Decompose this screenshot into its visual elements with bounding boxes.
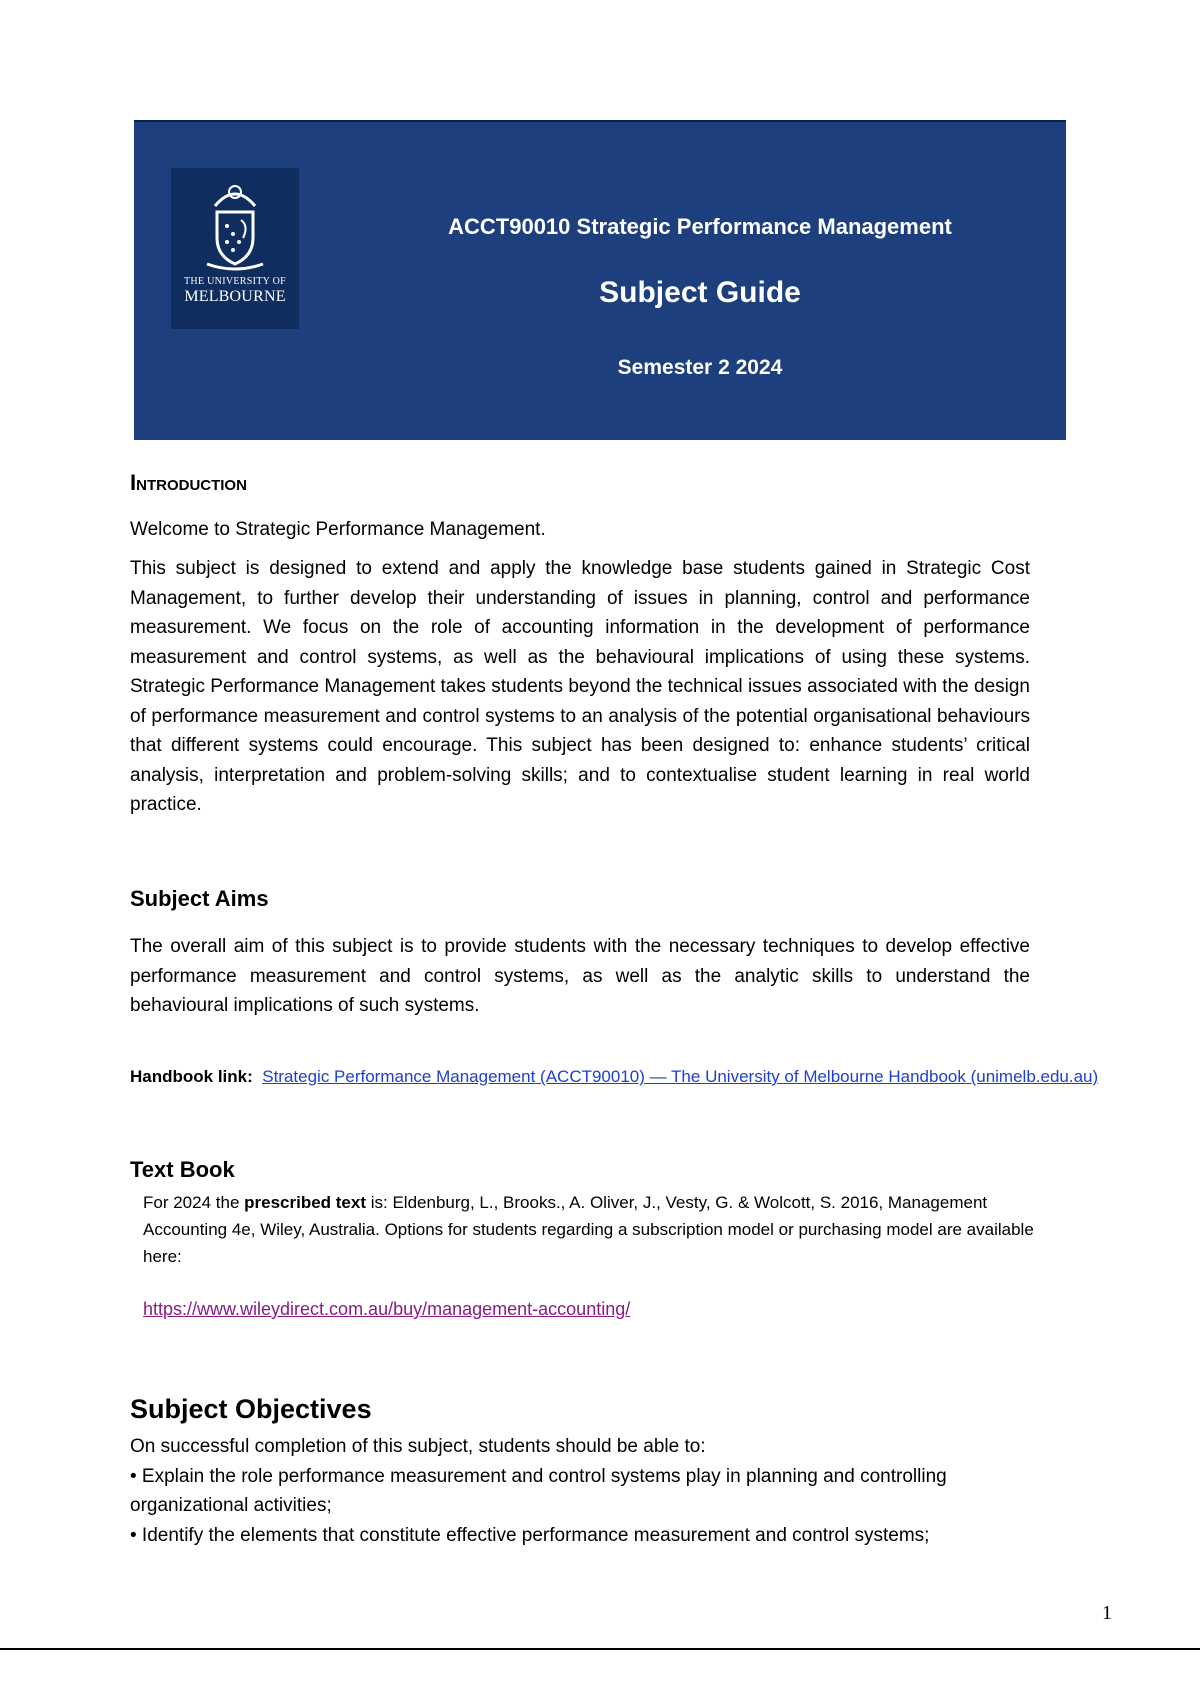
title-banner: [134, 120, 1066, 440]
textbook-text-post: is: Eldenburg, L., Brooks., A. Oliver, J., Vesty, G. & Wolcott, S. 2016, Management Accounting 4e, Wiley, Australia. Options for students regarding a subscription model or purchasing model are available here:: [143, 1193, 1034, 1266]
textbook-text-bold: prescribed text: [244, 1193, 367, 1212]
objective-item: • Explain the role performance measurement and control systems play in planning and controlling organizational activities;: [130, 1465, 947, 1516]
page-number: 1: [1102, 1602, 1112, 1624]
subject-aims-paragraph: The overall aim of this subject is to provide students with the necessary techniques to develop effective performance measurement and control systems, as well as the analytic skills to understand the behavioural implications of such systems.: [130, 936, 1030, 1016]
logo-line-2: MELBOURNE: [184, 288, 286, 305]
logo-line-1: THE UNIVERSITY OF: [184, 276, 286, 287]
textbook-heading: Text Book: [130, 1157, 235, 1182]
handbook-link[interactable]: Strategic Performance Management (ACCT90010) — The University of Melbourne Handbook (unimelb.edu.au): [262, 1067, 1099, 1086]
introduction-paragraph: This subject is designed to extend and apply the knowledge base students gained in Strategic Cost Management, to further develop their understanding of issues in planning, control and performance measurement. We focus on the role of accounting information in the development of performance measurement and control systems, as well as the behavioural implications of using these systems. Strategic Performance Management takes students beyond the technical issues associated with the design of performance measurement and control systems to an analysis of the potential organisational behaviours that different systems could encourage. This subject has been designed to: enhance students’ critical analysis, interpretation and problem-solving skills; and to contextualise student learning in real world practice.: [130, 558, 1030, 815]
university-logo: [171, 168, 299, 329]
wiley-link-line: [143, 1299, 1043, 1320]
document-title: Subject Guide: [599, 276, 801, 309]
subject-objectives-heading: Subject Objectives: [130, 1394, 372, 1424]
objectives-intro: On successful completion of this subject, students should be able to:: [130, 1436, 706, 1457]
textbook-description: [143, 1189, 1043, 1270]
handbook-label: Handbook link:: [130, 1067, 253, 1086]
objectives-list: [130, 1432, 1030, 1550]
semester-label: Semester 2 2024: [617, 356, 783, 379]
footer-divider: [0, 1648, 1200, 1650]
subject-aims-heading: Subject Aims: [130, 886, 269, 911]
handbook-line: [130, 1063, 1130, 1090]
wiley-link[interactable]: https://www.wileydirect.com.au/buy/management-accounting/: [143, 1299, 631, 1319]
textbook-text-pre: For 2024 the: [143, 1193, 245, 1212]
introduction-heading: Introduction: [130, 470, 247, 495]
welcome-text: Welcome to Strategic Performance Management.: [130, 519, 546, 540]
objective-item: • Identify the elements that constitute effective performance measurement and control systems;: [130, 1524, 930, 1546]
crest-icon: [203, 176, 267, 276]
subject-code-title: ACCT90010 Strategic Performance Management: [448, 214, 952, 239]
